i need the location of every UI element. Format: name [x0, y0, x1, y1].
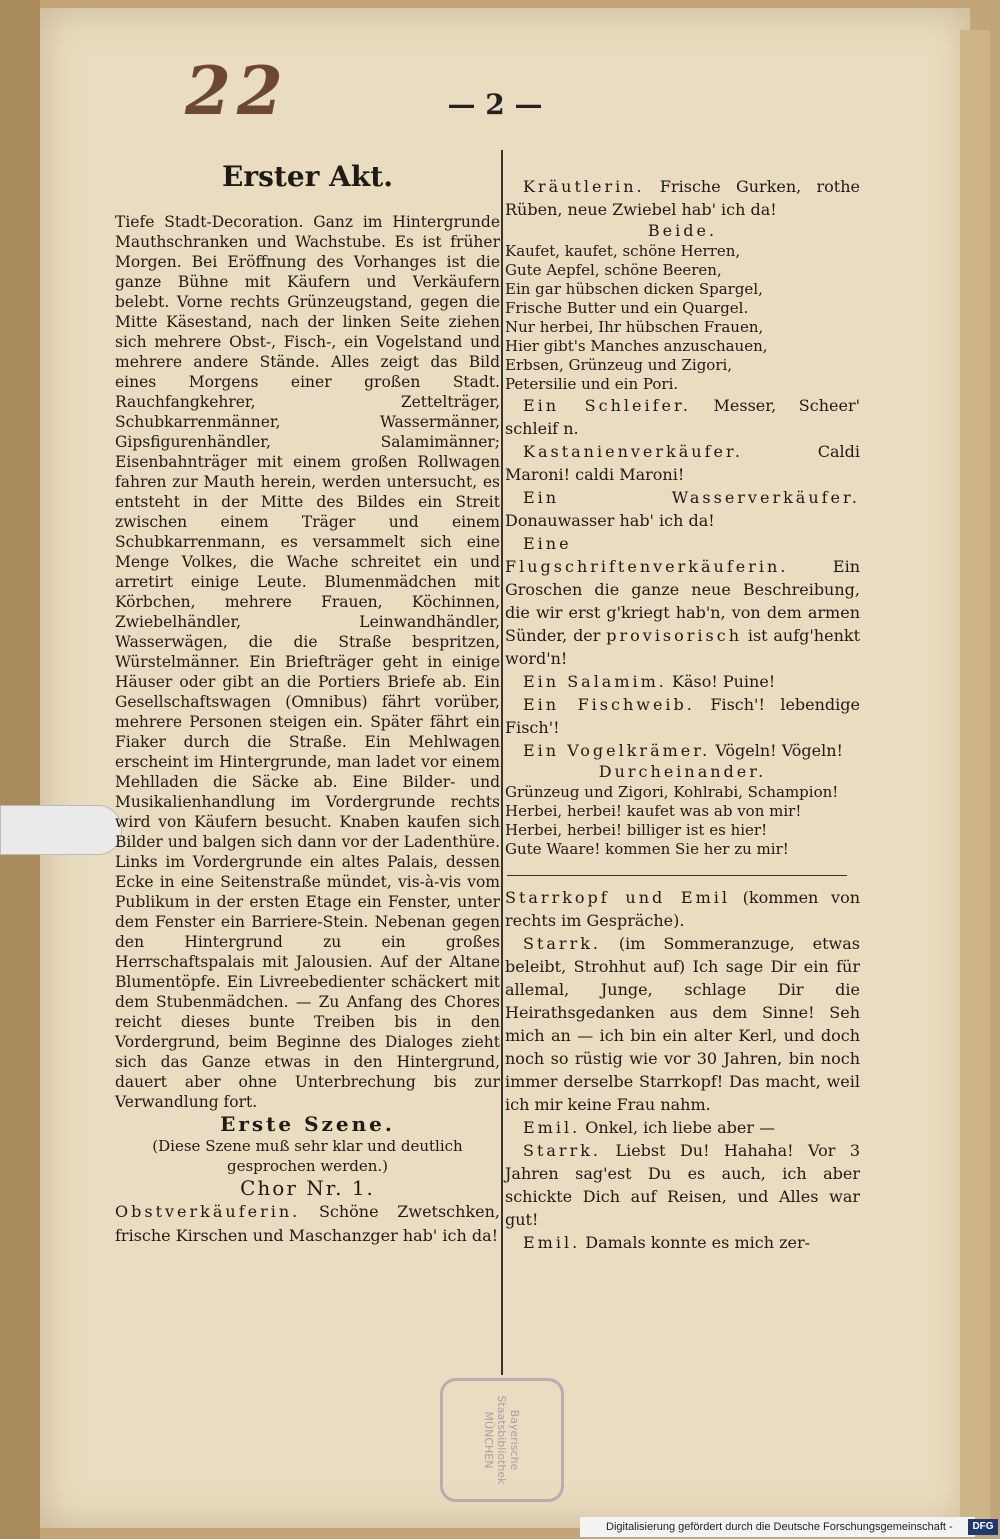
speech-text: Fisch'! lebendige Fisch'! — [505, 695, 860, 737]
speech-text: Messer, Scheer' schleif n. — [505, 396, 860, 438]
verse-line: Erbsen, Grünzeug und Zigori, — [505, 356, 733, 374]
stage-note: (im Sommeranzuge, etwas beleibt, Strohhut auf) — [505, 934, 860, 976]
verse-line: Nur herbei, Ihr hübschen Frauen, — [505, 318, 764, 336]
speech-text: Ich sage Dir ein für allemal, Junge, schlage Dir die Heirathsgedanken aus dem Sinne! Seh mich an — ich bin ein alter Kerl, und doch noch so rüstig wie vor 30 Jahren, bin noch immer derselbe Starrkopf! Das macht, weil ich mir keine Frau nahm. — [505, 957, 860, 1114]
verse-line: Herbei, herbei! billiger ist es hier! — [505, 821, 768, 839]
speech-kraeuterin — [505, 175, 860, 221]
speaker-name: Ein Vogelkrämer. — [523, 741, 711, 760]
speech-text: ist aufg'henkt word'n! — [505, 626, 861, 668]
speaker-name: Ein Salamim. — [523, 672, 667, 691]
dfg-logo: DFG — [968, 1519, 998, 1535]
speech-text: Caldi Maroni! caldi Maroni! — [505, 442, 860, 484]
verse-line: Gute Aepfel, schöne Beeren, — [505, 261, 722, 279]
speech-text: Donauwasser hab' ich da! — [505, 511, 715, 530]
speech-flugschrift — [505, 532, 860, 670]
speech-text: Damals konnte es mich zer- — [585, 1233, 811, 1252]
verse-line: Gute Waare! kommen Sie her zu mir! — [505, 840, 789, 858]
verse-line: Herbei, herbei! kaufet was ab von mir! — [505, 802, 802, 820]
verse-line: Grünzeug und Zigori, Kohlrabi, Schampion! — [505, 783, 839, 801]
speech-starrk — [505, 932, 860, 1116]
speaker-name: Ein Schleifer. — [523, 396, 691, 415]
page-number: — 2 — — [447, 88, 543, 121]
speaker-name: Starrk. — [523, 1141, 602, 1160]
speech-salami — [505, 670, 860, 693]
emphasis-word: provisorisch — [606, 626, 743, 645]
verse-line: Frische Butter und ein Quargel. — [505, 299, 749, 317]
right-column — [505, 175, 860, 1254]
speaker-name: Eine Flugschriftenverkäuferin. — [505, 534, 789, 576]
speaker-name: Emil. — [523, 1233, 581, 1252]
speech-fischweib — [505, 693, 860, 739]
column-divider — [501, 150, 503, 1375]
speech-text: Käso! Puine! — [671, 672, 776, 691]
speaker-name: Ein Wasserverkäufer. — [523, 488, 860, 507]
durcheinander-label: Durcheinander. — [598, 762, 767, 781]
speech-emil — [505, 1116, 860, 1139]
speech-kastanien — [505, 440, 860, 486]
verse-line: Ein gar hübschen dicken Spargel, — [505, 280, 763, 298]
scene-heading: Erste Szene. — [220, 1112, 395, 1136]
speech-text: Vögeln! Vögeln! — [715, 741, 843, 760]
page-edge — [960, 30, 990, 1520]
verse-line: Petersilie und ein Pori. — [505, 375, 679, 393]
scene-note: (Diese Szene muß sehr klar und deutlich gesprochen werden.) — [152, 1137, 463, 1175]
bookmark-tab — [0, 805, 122, 855]
binding-strip — [0, 0, 40, 1539]
speaker-name: Ein Fischweib. — [523, 695, 695, 714]
library-stamp: Bayerische Staatsbibliothek MÜNCHEN — [440, 1378, 564, 1502]
speaker-name: Obstverkäuferin. — [115, 1202, 301, 1221]
durcheinander-verse — [505, 783, 860, 859]
speaker-name: Emil. — [523, 1118, 581, 1137]
beide-verse — [505, 242, 860, 394]
speech-text: Frische Gurken, rothe Rüben, neue Zwiebel hab' ich da! — [505, 177, 860, 219]
speech-text: Liebst Du! Hahaha! Vor 3 Jahren sag'est Du es auch, ich aber schickte Dich auf Reisen, und Alles war gut! — [505, 1141, 860, 1229]
speech-obstverkaeuferin — [115, 1200, 500, 1248]
speech-text: Schöne Zwetschken, frische Kirschen und Maschanzger hab' ich da! — [115, 1202, 500, 1245]
verse-line: Kaufet, kaufet, schöne Herren, — [505, 242, 741, 260]
speaker-name: Starrk. — [523, 934, 602, 953]
speaker-name: Kräutlerin. — [523, 177, 645, 196]
act-heading: Erster Akt. — [222, 160, 393, 193]
speech-vogel — [505, 739, 860, 762]
digitization-footer: Digitalisierung gefördert durch die Deutsche Forschungsgemeinschaft - — [580, 1517, 975, 1537]
speech-schleifer — [505, 394, 860, 440]
pencil-mark: 22 — [185, 52, 289, 130]
section-rule — [507, 875, 847, 876]
direction-text: (kommen von rechts im Gespräche). — [505, 888, 861, 930]
speaker-name: Kastanienverkäufer. — [523, 442, 743, 461]
verse-line: Hier gibt's Manches anzuschauen, — [505, 337, 768, 355]
entrance-direction — [505, 886, 860, 932]
stage-direction: Tiefe Stadt-Decoration. Ganz im Hintergrunde Mauthschranken und Wachstube. Es ist früher Morgen. Bei Eröffnung des Vorhanges ist die ganze Bühne mit Käufern und Verkäufern belebt. Vorne rechts Grünzeugstand, gegen die Mitte Käsestand, nach der linken Seite ziehen sich mehrere Obst-, Fisch-, ein Vogelstand und mehrere andere Stände. Alles zeigt das Bild eines Morgens einer großen Stadt. Rauchfangkehrer, Zettelträger, Schubkarrenmänner, Wassermänner, Gipsfigurenhändler, Salamimänner; Eisenbahnträger mit einem großen Rollwagen fahren zur Mauth herein, werden untersucht, es entsteht in der Mitte des Bildes ein Streit zwischen einem Träger und einem Schubkarrenmann, es versammelt sich eine Menge Volkes, die Wache schreitet ein und arretirt einige Leute. Blumenmädchen mit Körbchen, mehrere Frauen, Köchinnen, Zwiebelhändler, Leinwandhändler, Wasserwägen, die die Straße bespritzen, Würstelmänner. Ein Briefträger geht in einige Häuser oder gibt an die Portiers Briefe ab. Ein Gesellschaftswagen (Omnibus) fährt vorüber, mehrere Personen steigen ein. Später fährt ein Fiaker durch die Straße. Ein Mehlwagen erscheint im Hintergrunde, man ladet vor einem Mehlladen die Säcke ab. Eine Bilder- und Musikalienhandlung im Vordergrunde rechts wird von Käufern besucht. Knaben kaufen sich Bilder und balgen sich dann vor der Ladenthüre. Links im Vordergrunde ein altes Palais, dessen Ecke in eine Seitenstraße mündet, vis-à-vis vom Publikum in der ersten Etage ein Fenster, unter dem Fenster ein Barriere-Stein. Nebenan gegen den Hintergrund zu ein großes Herrschaftspalais mit Jalousien. Auf der Altane Blumentöpfe. Ein Livreebedienter schäckert mit dem Stubenmädchen. — Zu Anfang des Chores reicht dieses bunte Treiben bis in den Vordergrund, beim Beginne des Dialoges zieht sich das Ganze etwas in den Hintergrund, dauert aber ohne Unterbrechung bis zur Verwandlung fort. — [115, 213, 500, 1111]
beide-label: Beide. — [647, 221, 718, 240]
left-column — [115, 160, 500, 1248]
speech-starrk-2 — [505, 1139, 860, 1231]
speech-wasser — [505, 486, 860, 532]
speech-text: Onkel, ich liebe aber — — [585, 1118, 776, 1137]
speech-text: Ein Groschen die ganze neue Beschreibung, die wir erst g'kriegt hab'n, von dem armen Sünder, der — [505, 557, 860, 645]
speech-emil-2 — [505, 1231, 860, 1254]
chorus-heading: Chor Nr. 1. — [240, 1176, 375, 1200]
character-names: Starrkopf und Emil — [505, 888, 730, 907]
